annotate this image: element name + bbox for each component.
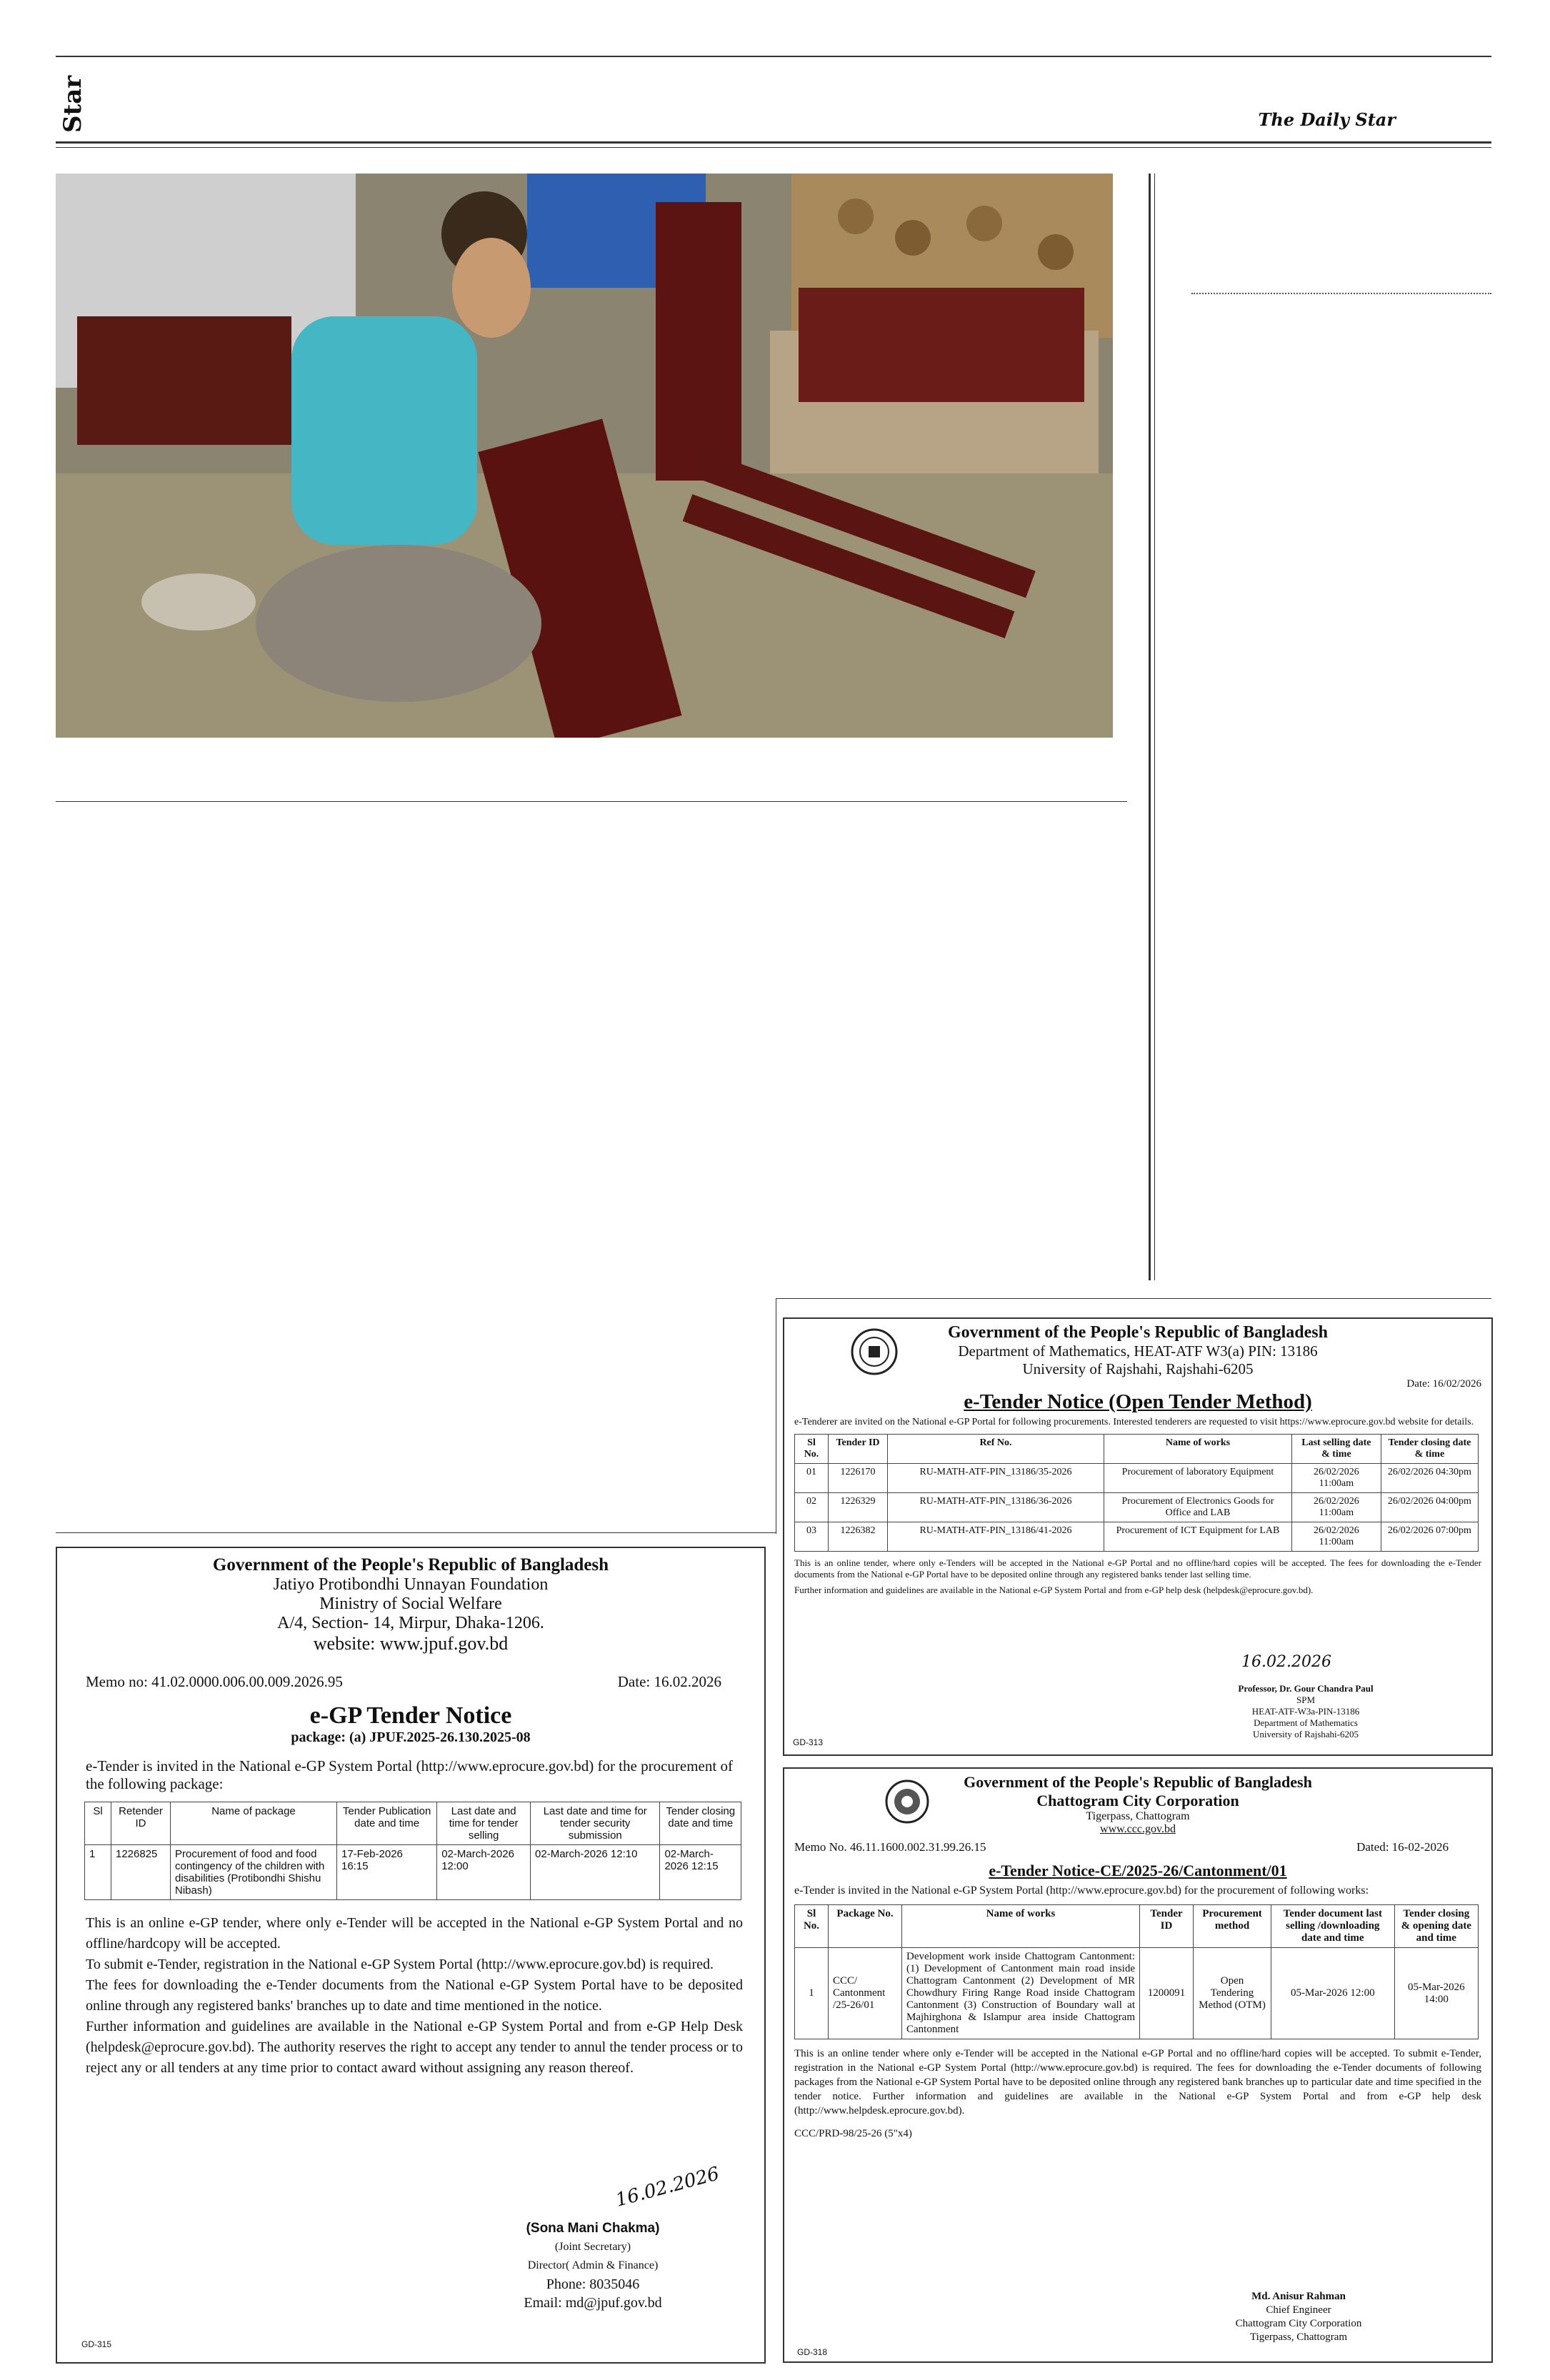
news-photo — [56, 174, 1113, 738]
table-cell: 26/02/2026 11:00am — [1292, 1522, 1381, 1552]
table-cell: 26/02/2026 04:00pm — [1381, 1493, 1478, 1522]
table-cell: 1226825 — [111, 1845, 171, 1900]
table-header: Last date and time for tender security submission — [531, 1802, 660, 1845]
table-cell: 26/02/2026 07:00pm — [1381, 1522, 1478, 1552]
jpuf-phone: Phone: 8035046 — [546, 2276, 640, 2292]
table-cell: Procurement of Electronics Goods for Office and LAB — [1104, 1493, 1292, 1522]
ccc-title: e-Tender Notice-CE/2025-26/Cantonment/01 — [989, 1862, 1287, 1879]
ru-gd-code: GD-313 — [793, 1737, 824, 1747]
ru-logo-icon — [850, 1327, 899, 1376]
ccc-gov: Government of the People's Republic of Bangladesh — [964, 1773, 1312, 1791]
ru-intro: e-Tenderer are invited on the National e-GP Portal for following procurements. Interested tenderers are requested to visit https://www.eprocure.gov.bd website for details. — [794, 1417, 1474, 1427]
jpuf-memo: Memo no: 41.02.0000.006.00.009.2026.95 — [86, 1673, 343, 1690]
masthead-rule — [56, 141, 1491, 144]
jpuf-package: package: (a) JPUF.2025-26.130.2025-08 — [291, 1729, 531, 1745]
ru-paragraph-1: This is an online tender, where only e-Tenders will be accepted in the National e-GP Portal and no offline/hard copies will be accepted. The fees for downloading the e-Tender documents from the National e-GP Portal have to be deposited online through any registered banks tender last selling time. — [794, 1557, 1481, 1580]
table-cell: 05-Mar-2026 14:00 — [1394, 1948, 1478, 2039]
ccc-prd: CCC/PRD-98/25-26 (5"x4) — [794, 2128, 912, 2139]
table-header: Sl No. — [795, 1905, 829, 1948]
table-cell: 02-March-2026 12:15 — [660, 1845, 741, 1900]
table-row — [795, 1948, 1479, 2039]
jpuf-signer: (Sona Mani Chakma) — [526, 2221, 660, 2236]
ru-gov: Government of the People's Republic of Bangladesh — [948, 1323, 1328, 1342]
table-header: Name of works — [902, 1905, 1140, 1948]
table-header: Name of works — [1104, 1435, 1292, 1464]
table-cell: 02-March-2026 12:10 — [531, 1845, 660, 1900]
jpuf-table — [84, 1802, 741, 1900]
table-cell: RU-MATH-ATF-PIN_13186/35-2026 — [888, 1464, 1104, 1493]
jpuf-intro: e-Tender is invited in the National e-GP System Portal (http://www.eprocure.gov.bd) for the procurement of the following package: — [86, 1757, 733, 1792]
section-mark: Star — [59, 75, 87, 133]
jpuf-address: A/4, Section- 14, Mirpur, Dhaka-1206. — [277, 1614, 544, 1632]
ccc-memo: Memo No. 46.11.1600.002.31.99.26.15 — [794, 1840, 986, 1854]
ru-signer: Professor, Dr. Gour Chandra Paul — [1238, 1683, 1374, 1694]
table-header: Retender ID — [111, 1802, 171, 1845]
table-cell: Procurement of laboratory Equipment — [1104, 1464, 1292, 1493]
table-cell: 1226170 — [829, 1464, 888, 1493]
table-header: Tender document last selling /downloading date and time — [1271, 1905, 1395, 1948]
ru-table — [794, 1434, 1479, 1552]
table-header: Name of package — [171, 1802, 337, 1845]
ads-top-rule — [776, 1298, 1491, 1299]
masthead-rule-thin — [56, 147, 1491, 148]
ru-title: e-Tender Notice (Open Tender Method) — [964, 1390, 1312, 1413]
ccc-signer-title: Chief Engineer — [1266, 2304, 1331, 2316]
table-cell: RU-MATH-ATF-PIN_13186/36-2026 — [888, 1493, 1104, 1522]
ccc-website: www.ccc.gov.bd — [1100, 1823, 1176, 1835]
ccc-signer: Md. Anisur Rahman — [1251, 2291, 1346, 2302]
jpuf-signer-title: (Joint Secretary) — [554, 2241, 631, 2253]
jpuf-gov: Government of the People's Republic of Bangladesh — [212, 1555, 609, 1575]
table-header: Tender closing & opening date and time — [1394, 1905, 1478, 1948]
table-header: Tender Publication date and time — [337, 1802, 437, 1845]
table-header: Tender closing date and time — [660, 1802, 741, 1845]
ru-date: Date: 16/02/2026 — [1406, 1378, 1481, 1390]
table-row — [795, 1522, 1479, 1552]
table-cell: 1226382 — [829, 1522, 888, 1552]
ccc-paragraph: This is an online tender where only e-Tender will be accepted in the National e-GP Portal and no offline/hard copies will be accepted. To submit e-Tender, registration in the National e-GP System Portal (http://www.eprocure.gov.bd) is required. The fees for downloading the e-Tender documents of following packages from the National e-GP System Portal have to be deposited online through any registered bank branches up to particular date and time specified in the tender notice. Further information and guidelines are available in the National e-GP System Portal and from e-GP help desk (http://www.helpdesk.eprocure.gov.bd). — [794, 2048, 1481, 2117]
table-cell: 17-Feb-2026 16:15 — [337, 1845, 437, 1900]
jpuf-ministry: Ministry of Social Welfare — [319, 1595, 502, 1613]
table-row — [795, 1464, 1479, 1493]
jpuf-paragraph-2: To submit e-Tender, registration in the National e-GP System Portal (http://www.eprocure.gov.bd) is required. — [86, 1957, 714, 1972]
table-row — [795, 1493, 1479, 1522]
jpuf-gd-code: GD-315 — [81, 2339, 112, 2349]
jpuf-paragraph-4: Further information and guidelines are available in the National e-GP System Portal and from e-GP Help Desk (helpdesk@eprocure.gov.bd). The authority reserves the right to accept any tender to annul the tender process or to reject any or all tenders at any time prior to contact award without assigning any reason thereof. — [86, 2019, 743, 2076]
ccc-signer-place: Tigerpass, Chattogram — [1249, 2331, 1348, 2343]
table-cell: 02-March-2026 12:00 — [437, 1845, 531, 1900]
table-cell: 1 — [795, 1948, 829, 2039]
table-cell: 02 — [795, 1493, 829, 1522]
table-cell: 03 — [795, 1522, 829, 1552]
sidebar-dotted-rule — [1191, 293, 1491, 294]
ru-signer-title: SPM — [1296, 1694, 1316, 1705]
ru-signer-pin: HEAT-ATF-W3a-PIN-13186 — [1251, 1706, 1360, 1717]
jpuf-paragraph-3: The fees for downloading the e-Tender documents from the National e-GP System Portal have to be deposited online through any registered banks' branches up to date and time mentioned in the notice. — [86, 1977, 743, 2014]
ru-paragraph-2: Further information and guidelines are available in the National e-GP System Portal and from e-GP help desk (helpdesk@eprocure.gov.bd). — [794, 1585, 1314, 1595]
jpuf-website: website: www.jpuf.gov.bd — [313, 1633, 509, 1654]
brand-logo: The Daily Star — [1258, 109, 1396, 130]
ccc-table — [794, 1904, 1479, 2039]
table-cell: 05-Mar-2026 12:00 — [1271, 1948, 1395, 2039]
table-cell: Open Tendering Method (OTM) — [1194, 1948, 1271, 2039]
table-cell: 26/02/2026 04:30pm — [1381, 1464, 1478, 1493]
table-cell: Development work inside Chattogram Cantonment: (1) Development of Cantonment main road inside Chattogram Cantonment (2) Development of MR Chowdhury Firing Range Road inside Chattogram Cantonment (3) Construction of Boundary wall at Majhirghona & Islampur area inside Chattogram Cantonment — [902, 1948, 1140, 2039]
ru-univ: University of Rajshahi, Rajshahi-6205 — [1022, 1360, 1254, 1377]
ru-dept: Department of Mathematics, HEAT-ATF W3(a) PIN: 13186 — [958, 1342, 1318, 1360]
table-header: Sl — [85, 1802, 111, 1845]
ru-signer-univ: University of Rajshahi-6205 — [1252, 1729, 1359, 1739]
top-rule — [56, 56, 1491, 57]
ccc-intro: e-Tender is invited in the National e-GP System Portal (http://www.eprocure.gov.bd) for the procurement of following works: — [794, 1884, 1369, 1897]
table-header: Tender ID — [829, 1435, 888, 1464]
photo-illustration — [56, 174, 1113, 738]
jpuf-email: Email: md@jpuf.gov.bd — [524, 2295, 662, 2311]
ccc-gd-code: GD-318 — [797, 2347, 828, 2357]
table-cell: 1226329 — [829, 1493, 888, 1522]
table-header: Package No. — [829, 1905, 902, 1948]
jpuf-tender-notice — [56, 1547, 766, 2364]
table-cell: Procurement of ICT Equipment for LAB — [1104, 1522, 1292, 1552]
table-header-row — [795, 1435, 1479, 1464]
ccc-place: Tigerpass, Chattogram — [1086, 1810, 1190, 1822]
jpuf-signature: 16.02.2026 — [613, 2163, 722, 2211]
table-cell: 1 — [85, 1845, 111, 1900]
ccc-logo-icon — [884, 1779, 930, 1824]
table-cell: 1200091 — [1140, 1948, 1194, 2039]
table-header: Ref No. — [888, 1435, 1104, 1464]
ru-signer-dept: Department of Mathematics — [1254, 1717, 1358, 1728]
ads-left-rule — [56, 1532, 776, 1533]
jpuf-paragraph-1: This is an online e-GP tender, where only e-Tender will be accepted in the National e-GP System Portal and no offline/hardcopy will be accepted. — [86, 1915, 743, 1952]
table-header: Last date and time for tender selling — [437, 1802, 531, 1845]
ccc-signer-org: Chattogram City Corporation — [1235, 2318, 1362, 2329]
sidebar-rule-1 — [1149, 174, 1151, 1280]
ru-tender-notice — [783, 1317, 1493, 1756]
table-cell: Procurement of food and food contingency of the children with disabilities (Protibondhi Shishu Nibash) — [171, 1845, 337, 1900]
ru-signature: 16.02.2026 — [1241, 1653, 1331, 1671]
jpuf-signer-dept: Director( Admin & Finance) — [527, 2259, 659, 2271]
table-cell: 26/02/2026 11:00am — [1292, 1493, 1381, 1522]
table-header: Procurement method — [1194, 1905, 1271, 1948]
table-header: Tender ID — [1140, 1905, 1194, 1948]
sidebar-rule-2 — [1154, 174, 1155, 1280]
table-header: Last selling date & time — [1292, 1435, 1381, 1464]
article-rule — [56, 801, 1127, 802]
table-header: Sl No. — [795, 1435, 829, 1464]
ccc-tender-notice — [783, 1767, 1493, 2363]
ccc-dated: Dated: 16-02-2026 — [1356, 1840, 1449, 1854]
table-header-row — [85, 1802, 741, 1845]
ccc-org: Chattogram City Corporation — [1036, 1792, 1239, 1809]
table-row — [85, 1845, 741, 1900]
table-cell: CCC/ Cantonment /25-26/01 — [829, 1948, 902, 2039]
table-cell: RU-MATH-ATF-PIN_13186/41-2026 — [888, 1522, 1104, 1552]
table-cell: 01 — [795, 1464, 829, 1493]
table-cell: 26/02/2026 11:00am — [1292, 1464, 1381, 1493]
jpuf-org: Jatiyo Protibondhi Unnayan Foundation — [273, 1575, 549, 1594]
jpuf-date: Date: 16.02.2026 — [617, 1673, 721, 1690]
table-header-row — [795, 1905, 1479, 1948]
jpuf-title: e-GP Tender Notice — [309, 1702, 512, 1729]
table-header: Tender closing date & time — [1381, 1435, 1478, 1464]
